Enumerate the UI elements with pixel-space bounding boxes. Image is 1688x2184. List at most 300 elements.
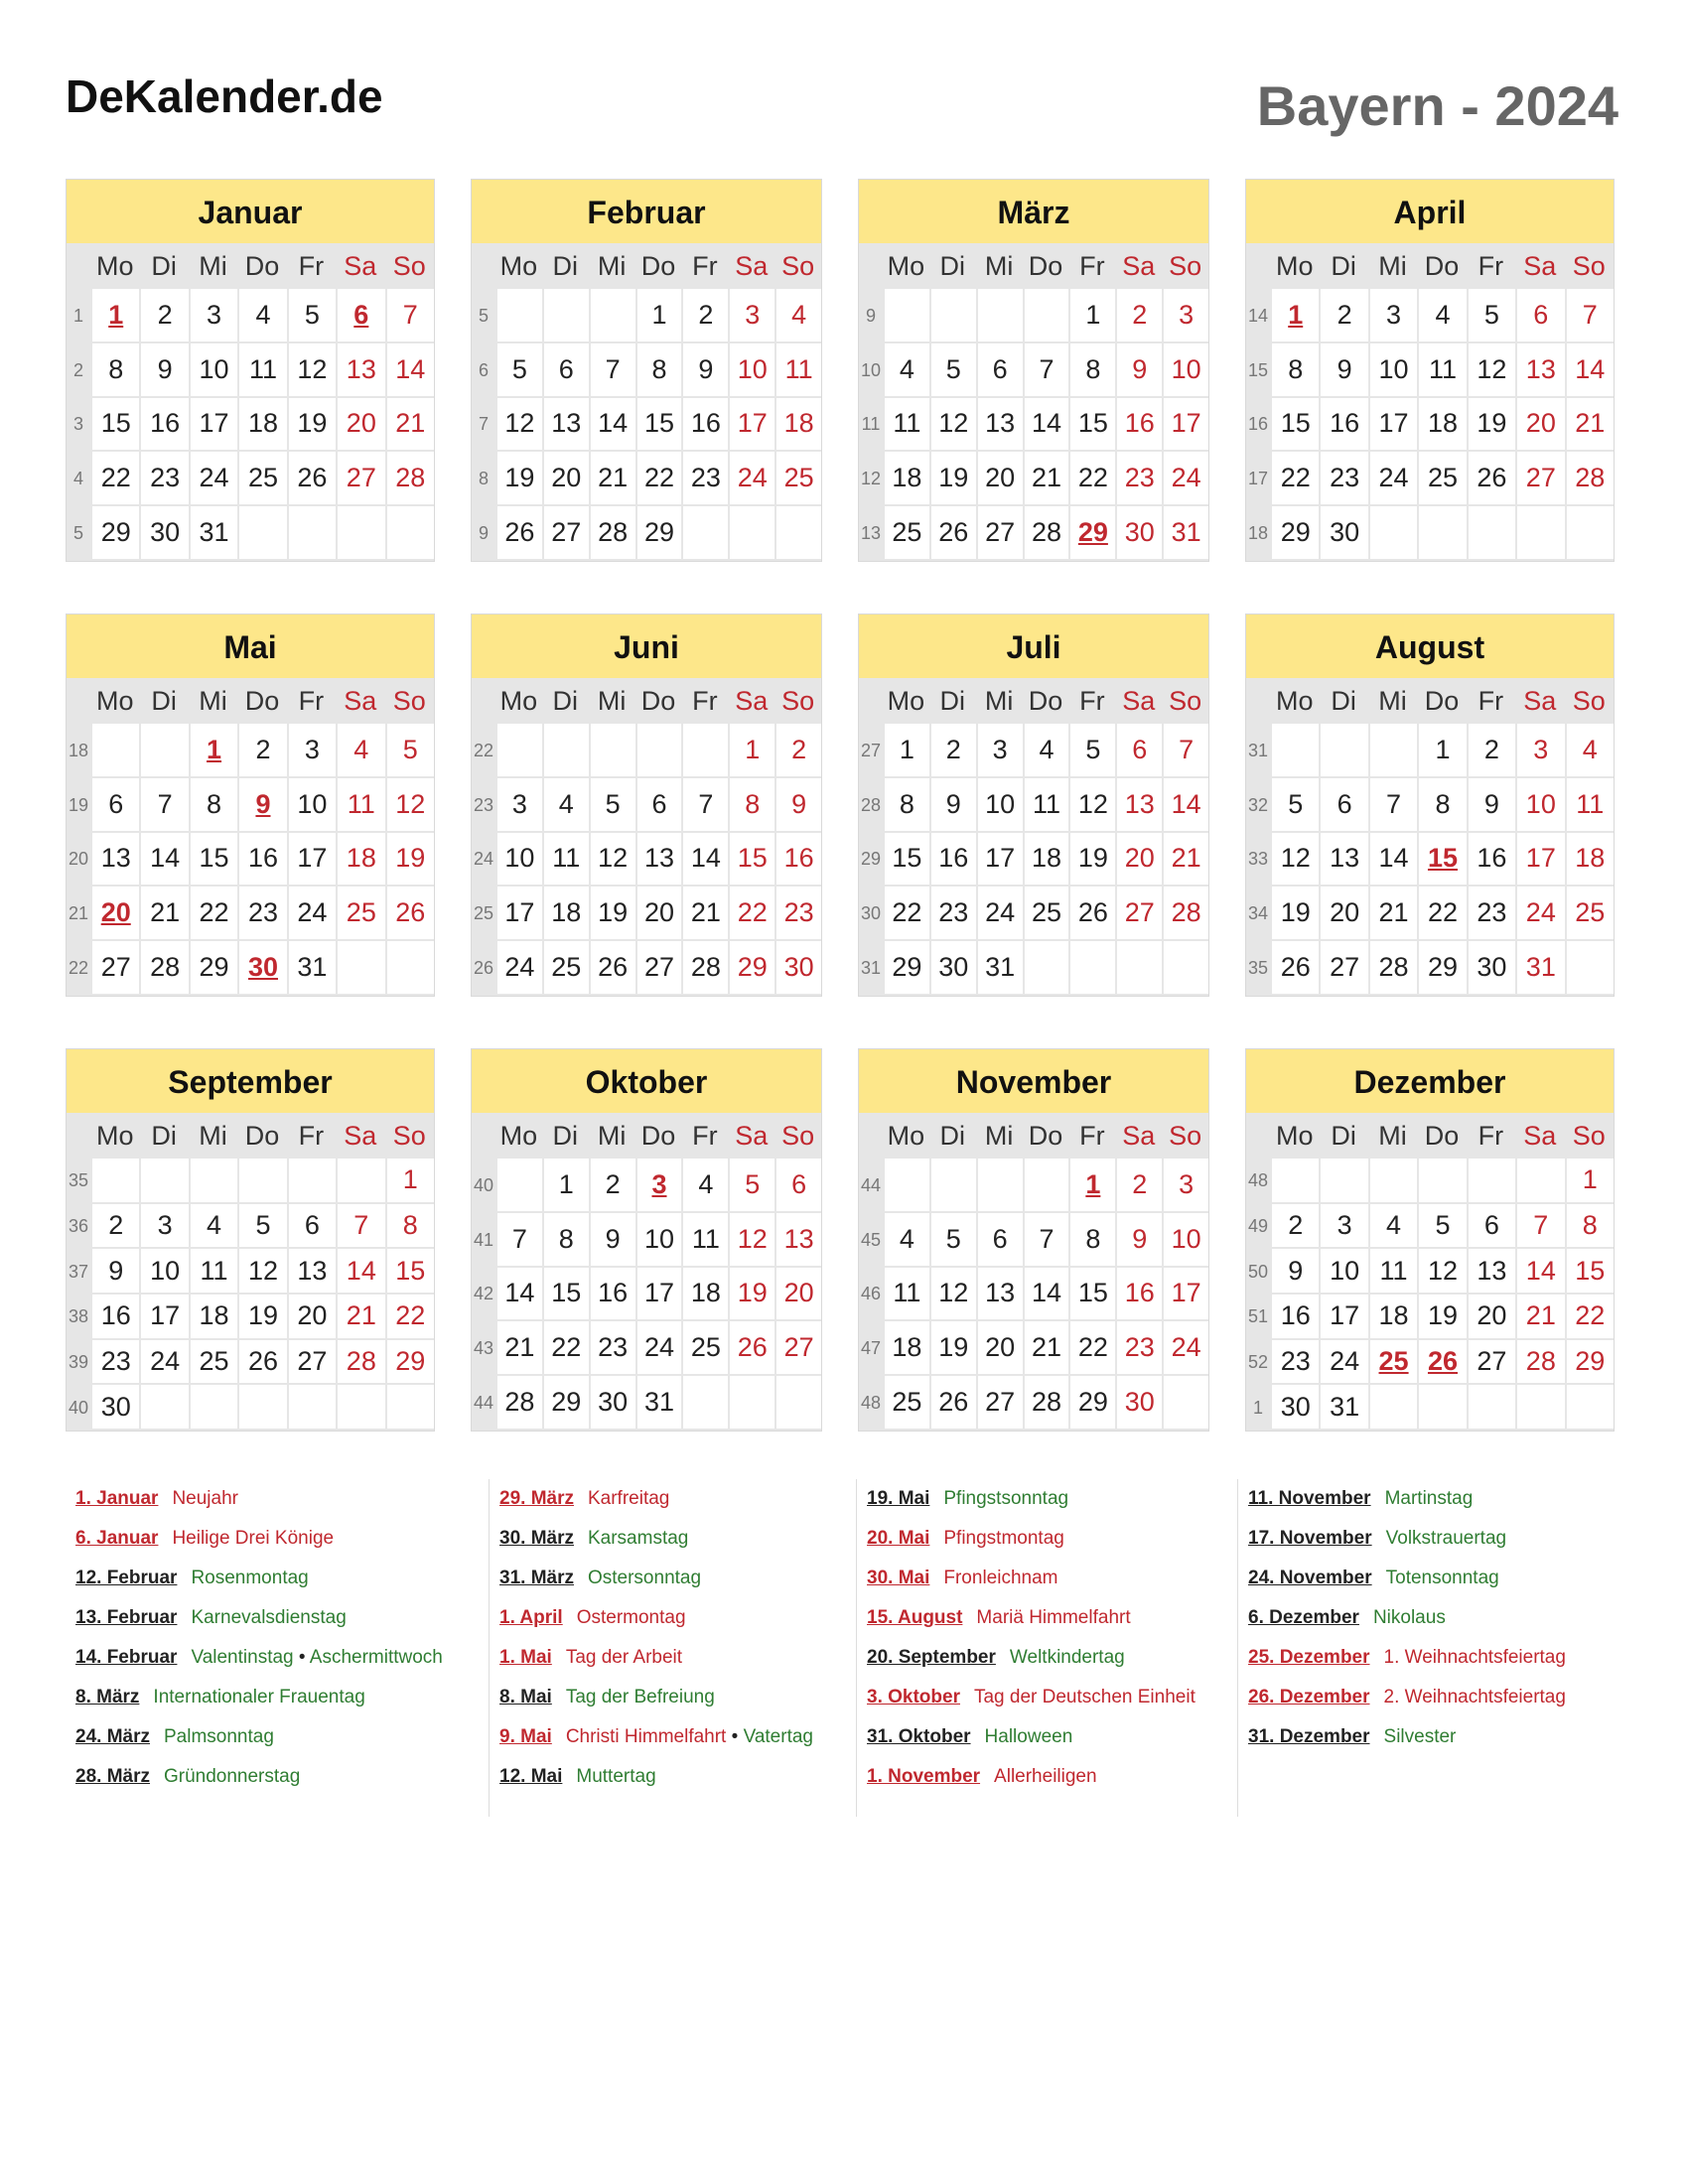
day-cell[interactable]: 25 bbox=[336, 887, 384, 941]
day-cell[interactable]: 5 bbox=[1417, 1204, 1466, 1250]
day-cell[interactable]: 7 bbox=[139, 778, 188, 833]
day-cell[interactable]: 20 bbox=[635, 887, 682, 941]
day-cell[interactable]: 22 bbox=[1068, 1321, 1115, 1376]
day-cell[interactable]: 20 bbox=[1115, 833, 1162, 887]
day-cell[interactable]: 14 bbox=[1162, 778, 1208, 833]
day-cell[interactable]: 17 bbox=[728, 398, 774, 453]
day-cell[interactable]: 8 bbox=[189, 778, 237, 833]
day-cell[interactable]: 6 bbox=[774, 1159, 821, 1213]
day-cell[interactable]: 24 bbox=[728, 452, 774, 506]
day-cell[interactable]: 26 bbox=[1467, 452, 1515, 506]
day-cell[interactable]: 8 bbox=[1068, 1213, 1115, 1268]
day-cell[interactable]: 10 bbox=[1368, 343, 1417, 398]
day-cell[interactable]: 12 bbox=[589, 833, 635, 887]
day-cell[interactable]: 24 bbox=[1162, 452, 1208, 506]
day-cell[interactable]: 23 bbox=[1467, 887, 1515, 941]
day-cell[interactable]: 24 bbox=[635, 1321, 682, 1376]
day-cell[interactable]: 27 bbox=[1115, 887, 1162, 941]
day-cell[interactable]: 16 bbox=[139, 398, 188, 453]
day-cell[interactable]: 22 bbox=[1565, 1295, 1614, 1340]
day-cell[interactable]: 29 bbox=[542, 1376, 589, 1431]
day-cell[interactable]: 25 bbox=[237, 452, 286, 506]
day-cell[interactable]: 5 bbox=[287, 289, 336, 343]
day-cell[interactable]: 2 bbox=[1115, 289, 1162, 343]
day-cell[interactable]: 22 bbox=[728, 887, 774, 941]
day-cell[interactable]: 7 bbox=[681, 778, 728, 833]
day-cell[interactable]: 13 bbox=[287, 1249, 336, 1295]
day-cell[interactable]: 29 bbox=[1270, 506, 1319, 561]
day-cell[interactable]: 21 bbox=[1368, 887, 1417, 941]
day-cell[interactable]: 14 bbox=[1368, 833, 1417, 887]
day-cell[interactable]: 5 bbox=[495, 343, 542, 398]
day-cell[interactable]: 1 bbox=[1565, 1159, 1614, 1204]
day-cell[interactable]: 26 bbox=[929, 506, 976, 561]
holiday-date[interactable]: 31. Oktober bbox=[867, 1726, 971, 1747]
day-cell[interactable]: 7 bbox=[495, 1213, 542, 1268]
day-cell[interactable]: 9 bbox=[1467, 778, 1515, 833]
day-cell[interactable]: 12 bbox=[385, 778, 434, 833]
day-cell[interactable]: 8 bbox=[635, 343, 682, 398]
day-cell[interactable]: 27 bbox=[976, 506, 1023, 561]
day-cell[interactable]: 3 bbox=[139, 1204, 188, 1250]
day-cell[interactable]: 6 bbox=[1467, 1204, 1515, 1250]
day-cell[interactable]: 6 bbox=[976, 343, 1023, 398]
day-cell[interactable]: 19 bbox=[728, 1268, 774, 1322]
day-cell[interactable]: 17 bbox=[139, 1295, 188, 1340]
day-cell[interactable]: 11 bbox=[1565, 778, 1614, 833]
day-cell[interactable]: 19 bbox=[929, 1321, 976, 1376]
day-cell[interactable]: 15 bbox=[728, 833, 774, 887]
day-cell[interactable]: 25 bbox=[1368, 1340, 1417, 1386]
day-cell[interactable]: 1 bbox=[1270, 289, 1319, 343]
day-cell[interactable]: 13 bbox=[542, 398, 589, 453]
day-cell[interactable]: 8 bbox=[542, 1213, 589, 1268]
day-cell[interactable]: 9 bbox=[1270, 1249, 1319, 1295]
day-cell[interactable]: 3 bbox=[1368, 289, 1417, 343]
day-cell[interactable]: 31 bbox=[1515, 941, 1564, 996]
holiday-date[interactable]: 1. Januar bbox=[75, 1488, 159, 1509]
day-cell[interactable]: 7 bbox=[1023, 1213, 1069, 1268]
holiday-date[interactable]: 17. November bbox=[1248, 1528, 1372, 1549]
day-cell[interactable]: 10 bbox=[139, 1249, 188, 1295]
day-cell[interactable]: 30 bbox=[774, 941, 821, 996]
day-cell[interactable]: 31 bbox=[287, 941, 336, 996]
day-cell[interactable]: 2 bbox=[589, 1159, 635, 1213]
day-cell[interactable]: 9 bbox=[929, 778, 976, 833]
day-cell[interactable]: 11 bbox=[883, 1268, 929, 1322]
holiday-date[interactable]: 14. Februar bbox=[75, 1647, 178, 1668]
day-cell[interactable]: 26 bbox=[929, 1376, 976, 1431]
day-cell[interactable]: 30 bbox=[1270, 1385, 1319, 1431]
day-cell[interactable]: 28 bbox=[1515, 1340, 1564, 1386]
day-cell[interactable]: 28 bbox=[336, 1340, 384, 1386]
day-cell[interactable]: 23 bbox=[1270, 1340, 1319, 1386]
day-cell[interactable]: 7 bbox=[1162, 724, 1208, 778]
holiday-date[interactable]: 28. März bbox=[75, 1766, 150, 1787]
day-cell[interactable]: 12 bbox=[1467, 343, 1515, 398]
day-cell[interactable]: 1 bbox=[635, 289, 682, 343]
day-cell[interactable]: 4 bbox=[774, 289, 821, 343]
day-cell[interactable]: 14 bbox=[589, 398, 635, 453]
day-cell[interactable]: 15 bbox=[1068, 398, 1115, 453]
day-cell[interactable]: 5 bbox=[237, 1204, 286, 1250]
holiday-date[interactable]: 31. Dezember bbox=[1248, 1726, 1370, 1747]
day-cell[interactable]: 16 bbox=[589, 1268, 635, 1322]
day-cell[interactable]: 16 bbox=[774, 833, 821, 887]
day-cell[interactable]: 20 bbox=[1467, 1295, 1515, 1340]
day-cell[interactable]: 23 bbox=[1115, 1321, 1162, 1376]
day-cell[interactable]: 27 bbox=[1319, 941, 1367, 996]
holiday-date[interactable]: 20. September bbox=[867, 1647, 996, 1668]
day-cell[interactable]: 1 bbox=[1068, 1159, 1115, 1213]
day-cell[interactable]: 22 bbox=[189, 887, 237, 941]
day-cell[interactable]: 22 bbox=[90, 452, 139, 506]
day-cell[interactable]: 28 bbox=[589, 506, 635, 561]
holiday-date[interactable]: 12. Februar bbox=[75, 1568, 178, 1588]
day-cell[interactable]: 24 bbox=[495, 941, 542, 996]
day-cell[interactable]: 13 bbox=[1515, 343, 1564, 398]
day-cell[interactable]: 17 bbox=[976, 833, 1023, 887]
day-cell[interactable]: 24 bbox=[1319, 1340, 1367, 1386]
day-cell[interactable]: 24 bbox=[1162, 1321, 1208, 1376]
day-cell[interactable]: 10 bbox=[1162, 343, 1208, 398]
day-cell[interactable]: 26 bbox=[1270, 941, 1319, 996]
day-cell[interactable]: 24 bbox=[976, 887, 1023, 941]
day-cell[interactable]: 2 bbox=[90, 1204, 139, 1250]
day-cell[interactable]: 21 bbox=[1162, 833, 1208, 887]
day-cell[interactable]: 18 bbox=[189, 1295, 237, 1340]
day-cell[interactable]: 2 bbox=[1115, 1159, 1162, 1213]
day-cell[interactable]: 5 bbox=[1467, 289, 1515, 343]
day-cell[interactable]: 27 bbox=[90, 941, 139, 996]
day-cell[interactable]: 24 bbox=[1368, 452, 1417, 506]
day-cell[interactable]: 4 bbox=[336, 724, 384, 778]
day-cell[interactable]: 17 bbox=[495, 887, 542, 941]
day-cell[interactable]: 13 bbox=[1467, 1249, 1515, 1295]
day-cell[interactable]: 3 bbox=[287, 724, 336, 778]
day-cell[interactable]: 10 bbox=[287, 778, 336, 833]
day-cell[interactable]: 17 bbox=[287, 833, 336, 887]
day-cell[interactable]: 12 bbox=[929, 398, 976, 453]
day-cell[interactable]: 2 bbox=[774, 724, 821, 778]
day-cell[interactable]: 3 bbox=[1319, 1204, 1367, 1250]
day-cell[interactable]: 3 bbox=[635, 1159, 682, 1213]
day-cell[interactable]: 26 bbox=[1068, 887, 1115, 941]
day-cell[interactable]: 8 bbox=[883, 778, 929, 833]
holiday-date[interactable]: 11. November bbox=[1248, 1488, 1371, 1509]
day-cell[interactable]: 19 bbox=[929, 452, 976, 506]
day-cell[interactable]: 20 bbox=[1319, 887, 1367, 941]
day-cell[interactable]: 31 bbox=[1319, 1385, 1367, 1431]
day-cell[interactable]: 1 bbox=[1068, 289, 1115, 343]
day-cell[interactable]: 5 bbox=[728, 1159, 774, 1213]
holiday-date[interactable]: 30. Mai bbox=[867, 1568, 930, 1588]
day-cell[interactable]: 10 bbox=[1515, 778, 1564, 833]
day-cell[interactable]: 2 bbox=[929, 724, 976, 778]
day-cell[interactable]: 21 bbox=[336, 1295, 384, 1340]
day-cell[interactable]: 29 bbox=[883, 941, 929, 996]
day-cell[interactable]: 3 bbox=[495, 778, 542, 833]
day-cell[interactable]: 22 bbox=[542, 1321, 589, 1376]
day-cell[interactable]: 17 bbox=[189, 398, 237, 453]
day-cell[interactable]: 12 bbox=[287, 343, 336, 398]
day-cell[interactable]: 17 bbox=[1368, 398, 1417, 453]
day-cell[interactable]: 23 bbox=[237, 887, 286, 941]
day-cell[interactable]: 5 bbox=[929, 1213, 976, 1268]
holiday-date[interactable]: 1. April bbox=[499, 1607, 563, 1628]
day-cell[interactable]: 29 bbox=[1417, 941, 1466, 996]
day-cell[interactable]: 15 bbox=[90, 398, 139, 453]
day-cell[interactable]: 5 bbox=[589, 778, 635, 833]
day-cell[interactable]: 23 bbox=[1115, 452, 1162, 506]
day-cell[interactable]: 10 bbox=[495, 833, 542, 887]
day-cell[interactable]: 30 bbox=[237, 941, 286, 996]
holiday-date[interactable]: 26. Dezember bbox=[1248, 1687, 1370, 1707]
day-cell[interactable]: 27 bbox=[542, 506, 589, 561]
day-cell[interactable]: 10 bbox=[189, 343, 237, 398]
day-cell[interactable]: 19 bbox=[287, 398, 336, 453]
day-cell[interactable]: 11 bbox=[681, 1213, 728, 1268]
holiday-date[interactable]: 12. Mai bbox=[499, 1766, 563, 1787]
day-cell[interactable]: 25 bbox=[883, 1376, 929, 1431]
day-cell[interactable]: 6 bbox=[287, 1204, 336, 1250]
day-cell[interactable]: 21 bbox=[385, 398, 434, 453]
day-cell[interactable]: 11 bbox=[1368, 1249, 1417, 1295]
day-cell[interactable]: 30 bbox=[1115, 506, 1162, 561]
holiday-date[interactable]: 1. Mai bbox=[499, 1647, 552, 1668]
day-cell[interactable]: 21 bbox=[589, 452, 635, 506]
day-cell[interactable]: 26 bbox=[237, 1340, 286, 1386]
day-cell[interactable]: 19 bbox=[385, 833, 434, 887]
day-cell[interactable]: 4 bbox=[542, 778, 589, 833]
day-cell[interactable]: 19 bbox=[1270, 887, 1319, 941]
day-cell[interactable]: 31 bbox=[976, 941, 1023, 996]
day-cell[interactable]: 30 bbox=[589, 1376, 635, 1431]
day-cell[interactable]: 14 bbox=[681, 833, 728, 887]
day-cell[interactable]: 15 bbox=[883, 833, 929, 887]
day-cell[interactable]: 9 bbox=[774, 778, 821, 833]
day-cell[interactable]: 4 bbox=[1368, 1204, 1417, 1250]
day-cell[interactable]: 6 bbox=[336, 289, 384, 343]
day-cell[interactable]: 12 bbox=[728, 1213, 774, 1268]
day-cell[interactable]: 24 bbox=[287, 887, 336, 941]
day-cell[interactable]: 22 bbox=[883, 887, 929, 941]
day-cell[interactable]: 16 bbox=[237, 833, 286, 887]
day-cell[interactable]: 2 bbox=[1319, 289, 1367, 343]
day-cell[interactable]: 31 bbox=[635, 1376, 682, 1431]
day-cell[interactable]: 4 bbox=[883, 1213, 929, 1268]
day-cell[interactable]: 28 bbox=[1368, 941, 1417, 996]
day-cell[interactable]: 8 bbox=[385, 1204, 434, 1250]
day-cell[interactable]: 20 bbox=[976, 1321, 1023, 1376]
day-cell[interactable]: 26 bbox=[495, 506, 542, 561]
day-cell[interactable]: 30 bbox=[929, 941, 976, 996]
day-cell[interactable]: 25 bbox=[1023, 887, 1069, 941]
day-cell[interactable]: 27 bbox=[287, 1340, 336, 1386]
day-cell[interactable]: 19 bbox=[1467, 398, 1515, 453]
day-cell[interactable]: 18 bbox=[1023, 833, 1069, 887]
day-cell[interactable]: 9 bbox=[1115, 343, 1162, 398]
day-cell[interactable]: 14 bbox=[495, 1268, 542, 1322]
day-cell[interactable]: 14 bbox=[1023, 398, 1069, 453]
day-cell[interactable]: 13 bbox=[976, 398, 1023, 453]
day-cell[interactable]: 14 bbox=[1515, 1249, 1564, 1295]
day-cell[interactable]: 30 bbox=[90, 1385, 139, 1431]
holiday-date[interactable]: 25. Dezember bbox=[1248, 1647, 1370, 1668]
day-cell[interactable]: 16 bbox=[90, 1295, 139, 1340]
day-cell[interactable]: 20 bbox=[976, 452, 1023, 506]
day-cell[interactable]: 4 bbox=[237, 289, 286, 343]
day-cell[interactable]: 12 bbox=[495, 398, 542, 453]
day-cell[interactable]: 11 bbox=[1023, 778, 1069, 833]
day-cell[interactable]: 3 bbox=[728, 289, 774, 343]
day-cell[interactable]: 18 bbox=[1565, 833, 1614, 887]
day-cell[interactable]: 30 bbox=[1467, 941, 1515, 996]
day-cell[interactable]: 31 bbox=[1162, 506, 1208, 561]
holiday-date[interactable]: 8. Mai bbox=[499, 1687, 552, 1707]
day-cell[interactable]: 25 bbox=[681, 1321, 728, 1376]
day-cell[interactable]: 22 bbox=[1068, 452, 1115, 506]
day-cell[interactable]: 9 bbox=[1115, 1213, 1162, 1268]
day-cell[interactable]: 18 bbox=[542, 887, 589, 941]
day-cell[interactable]: 8 bbox=[1565, 1204, 1614, 1250]
day-cell[interactable]: 29 bbox=[1068, 506, 1115, 561]
day-cell[interactable]: 16 bbox=[1319, 398, 1367, 453]
day-cell[interactable]: 4 bbox=[681, 1159, 728, 1213]
day-cell[interactable]: 23 bbox=[139, 452, 188, 506]
day-cell[interactable]: 26 bbox=[1417, 1340, 1466, 1386]
day-cell[interactable]: 18 bbox=[681, 1268, 728, 1322]
day-cell[interactable]: 28 bbox=[139, 941, 188, 996]
day-cell[interactable]: 6 bbox=[90, 778, 139, 833]
day-cell[interactable]: 20 bbox=[774, 1268, 821, 1322]
day-cell[interactable]: 6 bbox=[976, 1213, 1023, 1268]
day-cell[interactable]: 25 bbox=[189, 1340, 237, 1386]
day-cell[interactable]: 29 bbox=[1565, 1340, 1614, 1386]
day-cell[interactable]: 12 bbox=[1270, 833, 1319, 887]
day-cell[interactable]: 16 bbox=[1270, 1295, 1319, 1340]
day-cell[interactable]: 15 bbox=[1270, 398, 1319, 453]
holiday-date[interactable]: 30. März bbox=[499, 1528, 574, 1549]
day-cell[interactable]: 14 bbox=[1565, 343, 1614, 398]
day-cell[interactable]: 8 bbox=[728, 778, 774, 833]
day-cell[interactable]: 27 bbox=[1515, 452, 1564, 506]
day-cell[interactable]: 14 bbox=[1023, 1268, 1069, 1322]
day-cell[interactable]: 19 bbox=[1068, 833, 1115, 887]
day-cell[interactable]: 31 bbox=[189, 506, 237, 561]
holiday-date[interactable]: 6. Januar bbox=[75, 1528, 159, 1549]
day-cell[interactable]: 6 bbox=[1115, 724, 1162, 778]
day-cell[interactable]: 11 bbox=[189, 1249, 237, 1295]
day-cell[interactable]: 3 bbox=[1515, 724, 1564, 778]
day-cell[interactable]: 13 bbox=[635, 833, 682, 887]
holiday-date[interactable]: 31. März bbox=[499, 1568, 574, 1588]
holiday-date[interactable]: 24. März bbox=[75, 1726, 150, 1747]
day-cell[interactable]: 23 bbox=[589, 1321, 635, 1376]
day-cell[interactable]: 4 bbox=[883, 343, 929, 398]
day-cell[interactable]: 18 bbox=[1368, 1295, 1417, 1340]
day-cell[interactable]: 21 bbox=[1023, 1321, 1069, 1376]
day-cell[interactable]: 30 bbox=[139, 506, 188, 561]
day-cell[interactable]: 11 bbox=[542, 833, 589, 887]
day-cell[interactable]: 21 bbox=[139, 887, 188, 941]
day-cell[interactable]: 20 bbox=[90, 887, 139, 941]
day-cell[interactable]: 25 bbox=[542, 941, 589, 996]
day-cell[interactable]: 8 bbox=[90, 343, 139, 398]
day-cell[interactable]: 21 bbox=[681, 887, 728, 941]
day-cell[interactable]: 1 bbox=[189, 724, 237, 778]
day-cell[interactable]: 28 bbox=[1565, 452, 1614, 506]
holiday-date[interactable]: 3. Oktober bbox=[867, 1687, 960, 1707]
day-cell[interactable]: 28 bbox=[385, 452, 434, 506]
day-cell[interactable]: 6 bbox=[635, 778, 682, 833]
day-cell[interactable]: 13 bbox=[90, 833, 139, 887]
day-cell[interactable]: 30 bbox=[1319, 506, 1367, 561]
day-cell[interactable]: 6 bbox=[1515, 289, 1564, 343]
day-cell[interactable]: 15 bbox=[189, 833, 237, 887]
day-cell[interactable]: 28 bbox=[681, 941, 728, 996]
day-cell[interactable]: 2 bbox=[1467, 724, 1515, 778]
day-cell[interactable]: 12 bbox=[929, 1268, 976, 1322]
day-cell[interactable]: 1 bbox=[1417, 724, 1466, 778]
day-cell[interactable]: 25 bbox=[774, 452, 821, 506]
day-cell[interactable]: 13 bbox=[1319, 833, 1367, 887]
day-cell[interactable]: 6 bbox=[542, 343, 589, 398]
day-cell[interactable]: 29 bbox=[385, 1340, 434, 1386]
day-cell[interactable]: 27 bbox=[976, 1376, 1023, 1431]
holiday-date[interactable]: 19. Mai bbox=[867, 1488, 930, 1509]
day-cell[interactable]: 17 bbox=[1162, 398, 1208, 453]
holiday-date[interactable]: 15. August bbox=[867, 1607, 963, 1628]
day-cell[interactable]: 9 bbox=[1319, 343, 1367, 398]
day-cell[interactable]: 3 bbox=[976, 724, 1023, 778]
day-cell[interactable]: 21 bbox=[1023, 452, 1069, 506]
day-cell[interactable]: 25 bbox=[1417, 452, 1466, 506]
day-cell[interactable]: 27 bbox=[1467, 1340, 1515, 1386]
day-cell[interactable]: 29 bbox=[728, 941, 774, 996]
day-cell[interactable]: 29 bbox=[189, 941, 237, 996]
day-cell[interactable]: 7 bbox=[1023, 343, 1069, 398]
day-cell[interactable]: 5 bbox=[385, 724, 434, 778]
day-cell[interactable]: 22 bbox=[385, 1295, 434, 1340]
day-cell[interactable]: 8 bbox=[1068, 343, 1115, 398]
day-cell[interactable]: 8 bbox=[1270, 343, 1319, 398]
day-cell[interactable]: 30 bbox=[1115, 1376, 1162, 1431]
day-cell[interactable]: 13 bbox=[774, 1213, 821, 1268]
day-cell[interactable]: 23 bbox=[929, 887, 976, 941]
day-cell[interactable]: 24 bbox=[189, 452, 237, 506]
day-cell[interactable]: 11 bbox=[336, 778, 384, 833]
day-cell[interactable]: 5 bbox=[1068, 724, 1115, 778]
day-cell[interactable]: 23 bbox=[90, 1340, 139, 1386]
day-cell[interactable]: 15 bbox=[385, 1249, 434, 1295]
day-cell[interactable]: 8 bbox=[1417, 778, 1466, 833]
holiday-date[interactable]: 8. März bbox=[75, 1687, 140, 1707]
day-cell[interactable]: 29 bbox=[635, 506, 682, 561]
day-cell[interactable]: 26 bbox=[589, 941, 635, 996]
day-cell[interactable]: 29 bbox=[1068, 1376, 1115, 1431]
day-cell[interactable]: 11 bbox=[883, 398, 929, 453]
day-cell[interactable]: 7 bbox=[336, 1204, 384, 1250]
day-cell[interactable]: 4 bbox=[1023, 724, 1069, 778]
day-cell[interactable]: 18 bbox=[237, 398, 286, 453]
day-cell[interactable]: 22 bbox=[635, 452, 682, 506]
day-cell[interactable]: 10 bbox=[976, 778, 1023, 833]
day-cell[interactable]: 9 bbox=[90, 1249, 139, 1295]
day-cell[interactable]: 21 bbox=[1515, 1295, 1564, 1340]
day-cell[interactable]: 15 bbox=[635, 398, 682, 453]
day-cell[interactable]: 23 bbox=[1319, 452, 1367, 506]
